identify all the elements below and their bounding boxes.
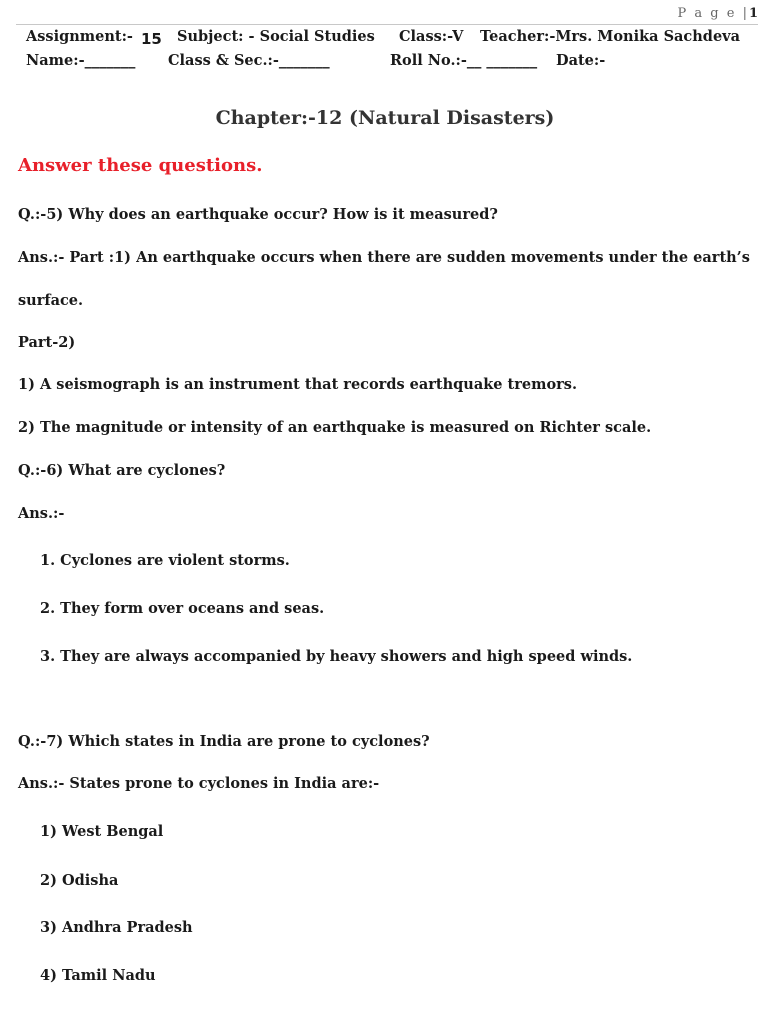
answer-5-part-2-label: Part-2) [18,334,76,351]
state-list-item: 4) Tamil Nadu [40,967,156,984]
name-field: Name:-_______ [26,52,136,69]
answer-6-item: 2. They form over oceans and seas. [40,600,325,617]
roll-no-field: Roll No.:-__ _______ [390,52,538,69]
answer-5-part-2-item: 1) A seismograph is an instrument that records earthquake tremors. [18,376,577,393]
page-number-value: 1 [748,6,758,21]
question-6: Q.:-6) What are cyclones? [18,462,226,479]
answer-5-line-2: surface. [18,292,84,309]
date-field: Date:- [556,52,606,69]
state-list-item: 2) Odisha [40,872,119,889]
class-section-field: Class & Sec.:-_______ [168,52,330,69]
answer-6-label: Ans.:- [18,505,65,522]
page-number-prefix: P a g e | [677,6,749,21]
teacher-field: Teacher:-Mrs. Monika Sachdeva [480,28,740,45]
page-number [678,6,758,21]
state-list-item: 3) Andhra Pradesh [40,919,193,936]
answer-5-line-1: Ans.:- Part :1) An earthquake occurs when there are sudden movements under the earth’s [18,249,750,266]
question-5: Q.:-5) Why does an earthquake occur? How is it measured? [18,206,498,223]
answer-6-item: 1. Cyclones are violent storms. [40,552,290,569]
subject-field: Subject: - Social Studies [177,28,375,45]
header-rule [16,24,758,25]
class-field: Class:-V [399,28,464,45]
answer-5-part-2-item: 2) The magnitude or intensity of an earthquake is measured on Richter scale. [18,419,652,436]
assignment-number: 15 [141,30,162,48]
question-7: Q.:-7) Which states in India are prone to cyclones? [18,733,430,750]
section-heading: Answer these questions. [18,155,263,176]
answer-7-intro: Ans.:- States prone to cyclones in India are:- [18,775,380,792]
state-list-item: 1) West Bengal [40,823,164,840]
assignment-label: Assignment:- [26,28,133,45]
chapter-title: Chapter:-12 (Natural Disasters) [215,107,555,129]
answer-6-item: 3. They are always accompanied by heavy showers and high speed winds. [40,648,633,665]
